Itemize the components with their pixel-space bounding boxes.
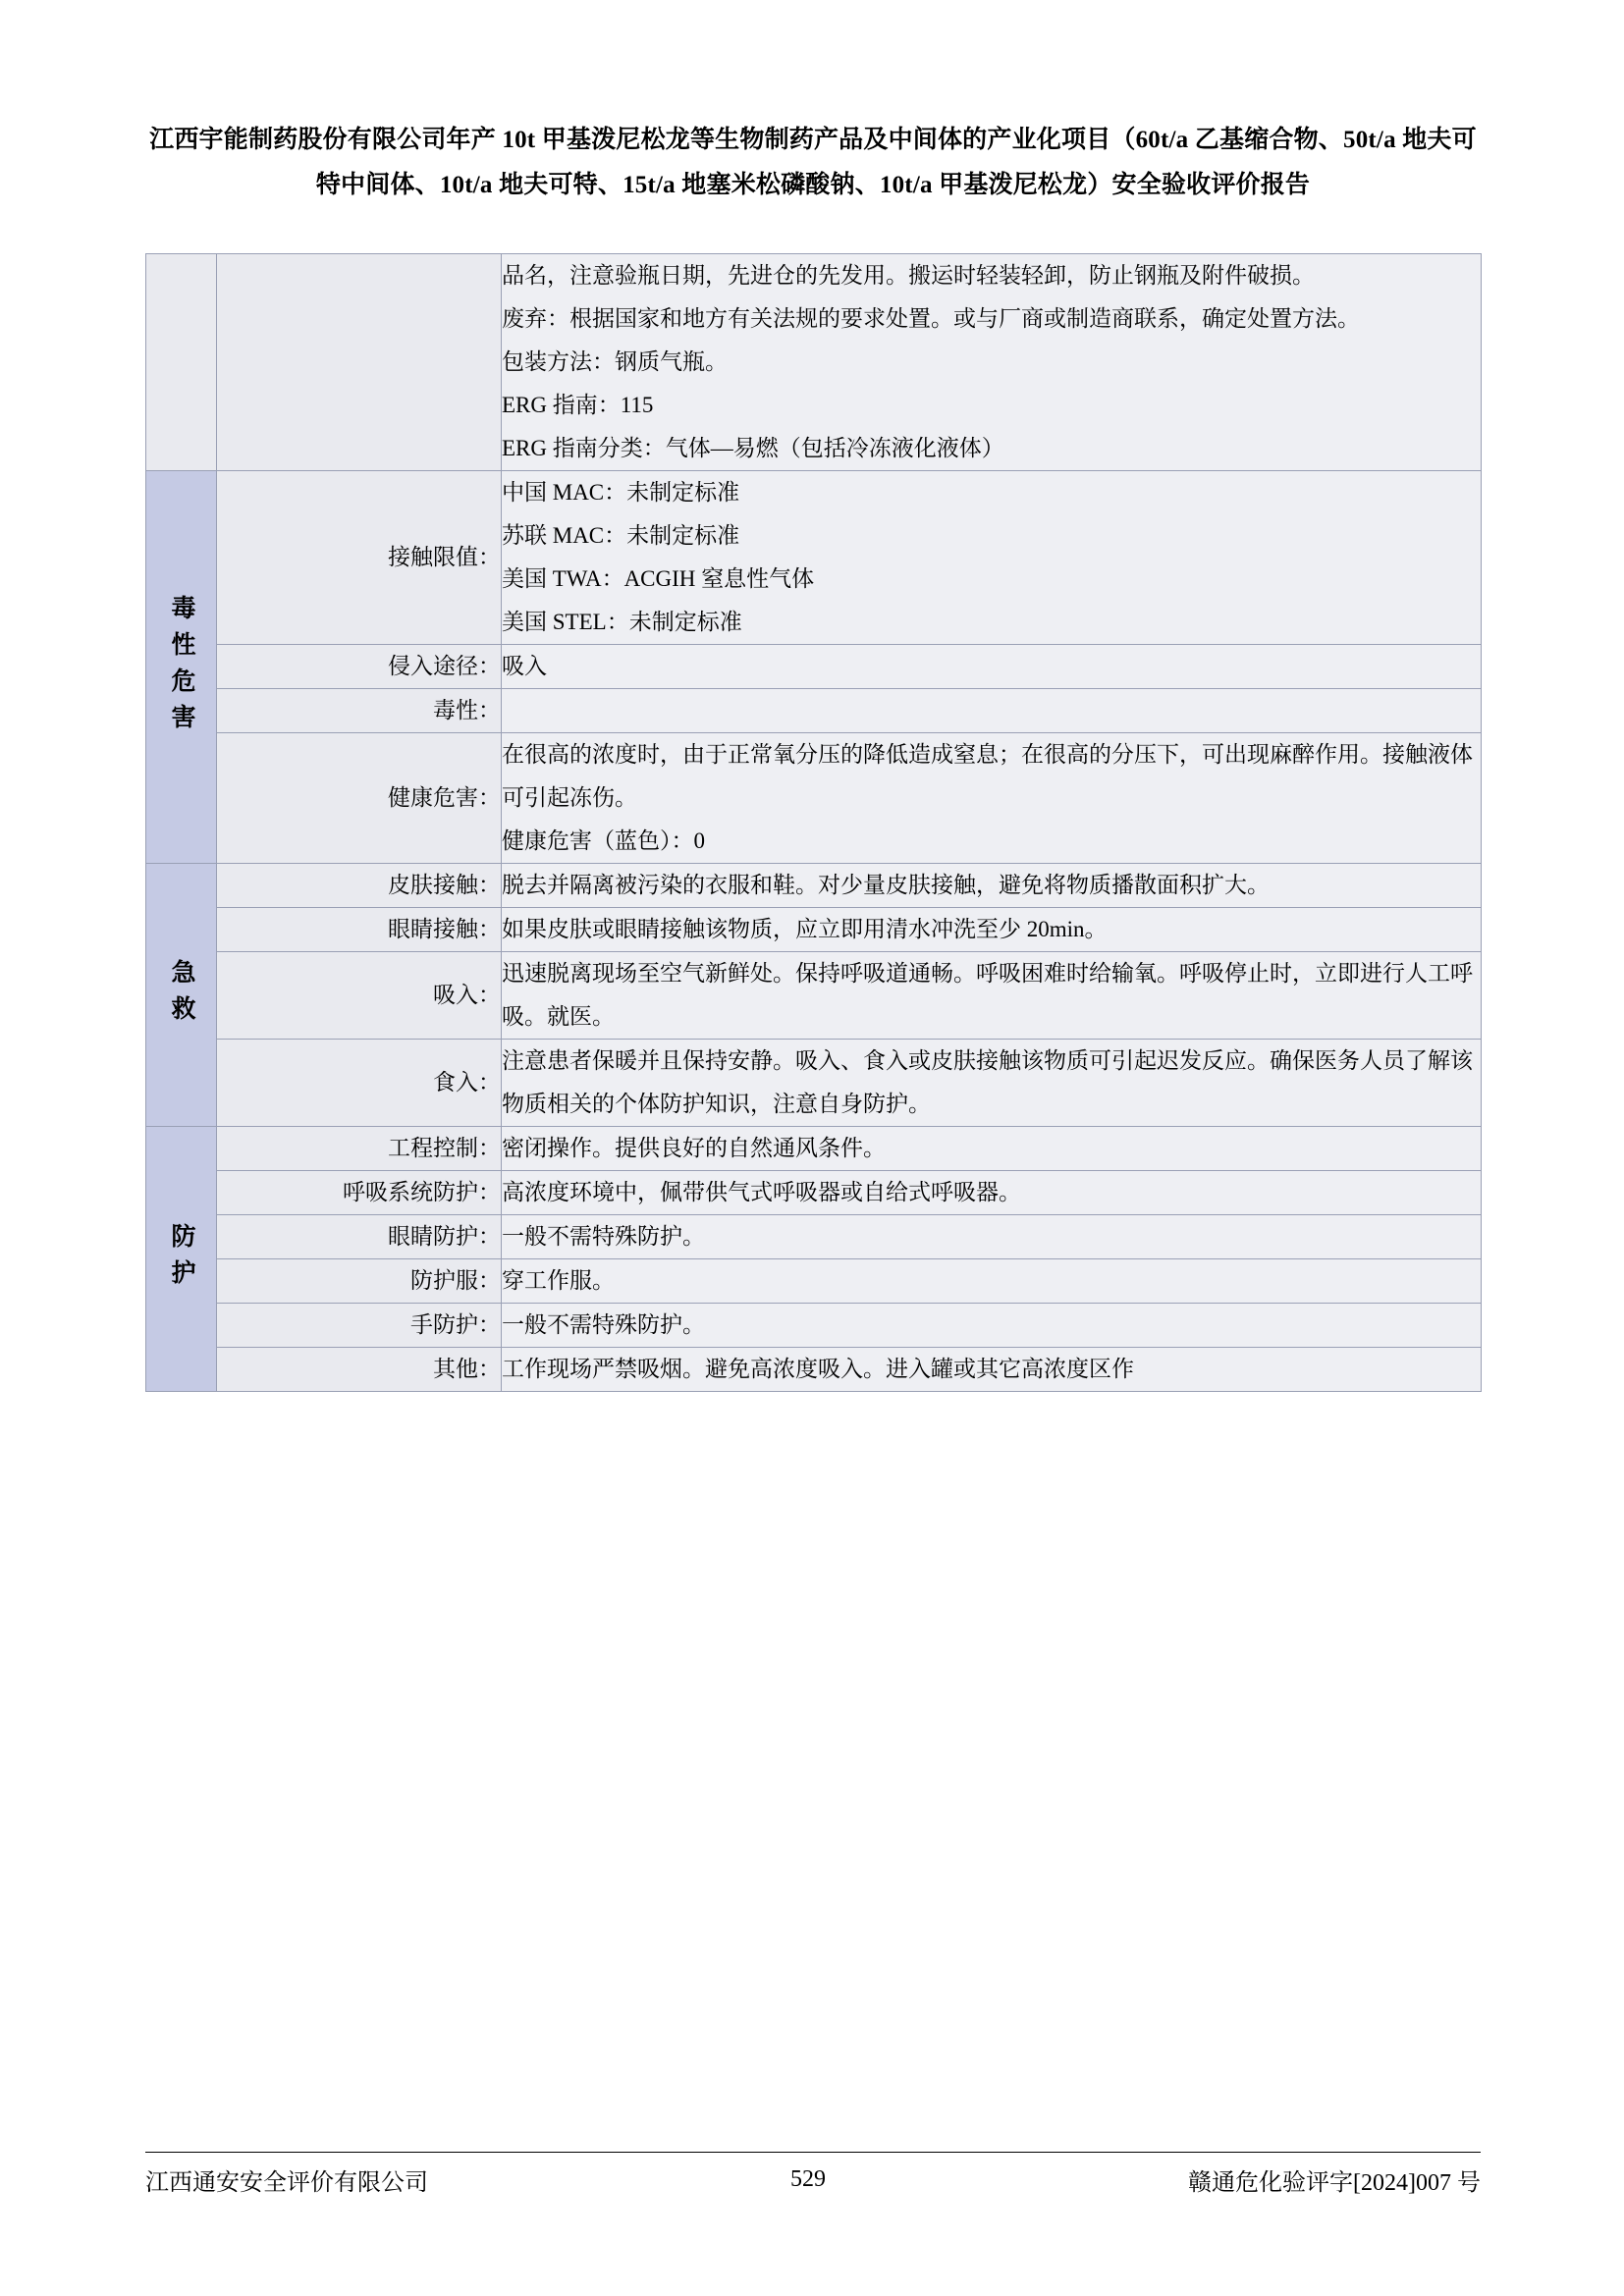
value-line: 品名，注意验瓶日期，先进仓的先发用。搬运时轻装轻卸，防止钢瓶及附件破损。 bbox=[502, 263, 1315, 288]
row-label-toxicity: 毒性： bbox=[217, 689, 502, 733]
table-row bbox=[146, 1304, 1482, 1348]
row-label-ingestion: 食入： bbox=[217, 1040, 502, 1127]
footer-doc-number: 赣通危化验评字[2024]007 号 bbox=[1188, 2170, 1481, 2196]
value-line: 密闭操作。提供良好的自然通风条件。 bbox=[502, 1136, 886, 1160]
row-label-invasion-route: 侵入途径： bbox=[217, 645, 502, 689]
continuation-label-cell bbox=[217, 254, 502, 471]
category-cell-protection bbox=[146, 1127, 217, 1392]
row-label-eye-contact: 眼睛接触： bbox=[217, 908, 502, 952]
row-label-engineering-control: 工程控制： bbox=[217, 1127, 502, 1171]
row-value-protective-clothing bbox=[502, 1259, 1482, 1304]
value-line: 废弃：根据国家和地方有关法规的要求处置。或与厂商或制造商联系，确定处置方法。 bbox=[502, 306, 1360, 331]
row-label-eye-protection: 眼睛防护： bbox=[217, 1215, 502, 1259]
category-cell-toxicity bbox=[146, 471, 217, 864]
table-row bbox=[146, 1171, 1482, 1215]
table-row bbox=[146, 1127, 1482, 1171]
row-value-invasion-route bbox=[502, 645, 1482, 689]
footer-page-number: 529 bbox=[790, 2166, 826, 2192]
value-line: 穿工作服。 bbox=[502, 1268, 615, 1293]
row-value-health-hazard bbox=[502, 733, 1482, 864]
table-row bbox=[146, 1040, 1482, 1127]
value-line bbox=[502, 689, 1481, 732]
category-label: 毒性危害 bbox=[168, 594, 194, 740]
row-value-eye-contact bbox=[502, 908, 1482, 952]
row-label-other: 其他： bbox=[217, 1348, 502, 1392]
table-row bbox=[146, 645, 1482, 689]
value-line: 工作现场严禁吸烟。避免高浓度吸入。进入罐或其它高浓度区作 bbox=[502, 1357, 1134, 1381]
table-row bbox=[146, 1215, 1482, 1259]
value-line: ERG 指南分类：气体—易燃（包括冷冻液化液体） bbox=[502, 436, 1004, 460]
row-value-respiratory-protection bbox=[502, 1171, 1482, 1215]
value-line: 包装方法：钢质气瓶。 bbox=[502, 349, 728, 374]
row-value-exposure-limit bbox=[502, 471, 1482, 645]
table-row bbox=[146, 471, 1482, 645]
value-line: 美国 TWA：ACGIH 窒息性气体 bbox=[502, 566, 815, 591]
table-row bbox=[146, 689, 1482, 733]
category-cell-first-aid bbox=[146, 864, 217, 1127]
table-row bbox=[146, 952, 1482, 1040]
category-label: 防护 bbox=[168, 1222, 194, 1296]
row-value-ingestion bbox=[502, 1040, 1482, 1127]
value-line: 美国 STEL：未制定标准 bbox=[502, 610, 742, 634]
footer-company: 江西通安安全评价有限公司 bbox=[145, 2170, 428, 2196]
value-line: 迅速脱离现场至空气新鲜处。保持呼吸道通畅。呼吸困难时给输氧。呼吸停止时，立即进行人工呼吸。就医。 bbox=[502, 961, 1473, 1029]
value-line: 一般不需特殊防护。 bbox=[502, 1224, 705, 1249]
table-row bbox=[146, 254, 1482, 471]
row-value-other bbox=[502, 1348, 1482, 1392]
table-row bbox=[146, 1259, 1482, 1304]
value-line: ERG 指南：115 bbox=[502, 393, 654, 417]
continuation-value-cell bbox=[502, 254, 1482, 471]
row-label-skin-contact: 皮肤接触： bbox=[217, 864, 502, 908]
row-label-exposure-limit: 接触限值： bbox=[217, 471, 502, 645]
row-label-protective-clothing: 防护服： bbox=[217, 1259, 502, 1304]
value-line: 健康危害（蓝色）：0 bbox=[502, 828, 705, 853]
value-line: 脱去并隔离被污染的衣服和鞋。对少量皮肤接触，避免将物质播散面积扩大。 bbox=[502, 873, 1270, 897]
row-value-toxicity bbox=[502, 689, 1482, 733]
row-label-hand-protection: 手防护： bbox=[217, 1304, 502, 1348]
value-line: 苏联 MAC：未制定标准 bbox=[502, 523, 740, 548]
row-label-health-hazard: 健康危害： bbox=[217, 733, 502, 864]
row-label-respiratory-protection: 呼吸系统防护： bbox=[217, 1171, 502, 1215]
value-line: 在很高的浓度时，由于正常氧分压的降低造成窒息；在很高的分压下，可出现麻醉作用。接触液体可引起冻伤。 bbox=[502, 742, 1473, 810]
row-label-inhalation: 吸入： bbox=[217, 952, 502, 1040]
row-value-eye-protection bbox=[502, 1215, 1482, 1259]
row-value-skin-contact bbox=[502, 864, 1482, 908]
table-row bbox=[146, 908, 1482, 952]
value-line: 吸入 bbox=[502, 654, 547, 678]
value-line: 中国 MAC：未制定标准 bbox=[502, 480, 740, 505]
table-row bbox=[146, 733, 1482, 864]
page-title: 江西宇能制药股份有限公司年产 10t 甲基泼尼松龙等生物制药产品及中间体的产业化项目（60t/a 乙基缩合物、50t/a 地夫可特中间体、10t/a 地夫可特、15t/a 地塞米松磷酸钠、10t/a 甲基泼尼松龙）安全验收评价报告 bbox=[149, 127, 1477, 198]
value-line: 如果皮肤或眼睛接触该物质，应立即用清水冲洗至少 20min。 bbox=[502, 917, 1108, 941]
table-row bbox=[146, 864, 1482, 908]
page-footer bbox=[145, 2152, 1481, 2197]
value-line: 注意患者保暖并且保持安静。吸入、食入或皮肤接触该物质可引起迟发反应。确保医务人员了解该物质相关的个体防护知识，注意自身防护。 bbox=[502, 1048, 1473, 1116]
msds-table bbox=[145, 253, 1482, 1392]
table-row bbox=[146, 1348, 1482, 1392]
value-line: 一般不需特殊防护。 bbox=[502, 1312, 705, 1337]
value-line: 高浓度环境中，佩带供气式呼吸器或自给式呼吸器。 bbox=[502, 1180, 1021, 1204]
category-label: 急救 bbox=[168, 958, 194, 1032]
row-value-inhalation bbox=[502, 952, 1482, 1040]
continuation-category-cell bbox=[146, 254, 217, 471]
row-value-hand-protection bbox=[502, 1304, 1482, 1348]
row-value-engineering-control bbox=[502, 1127, 1482, 1171]
